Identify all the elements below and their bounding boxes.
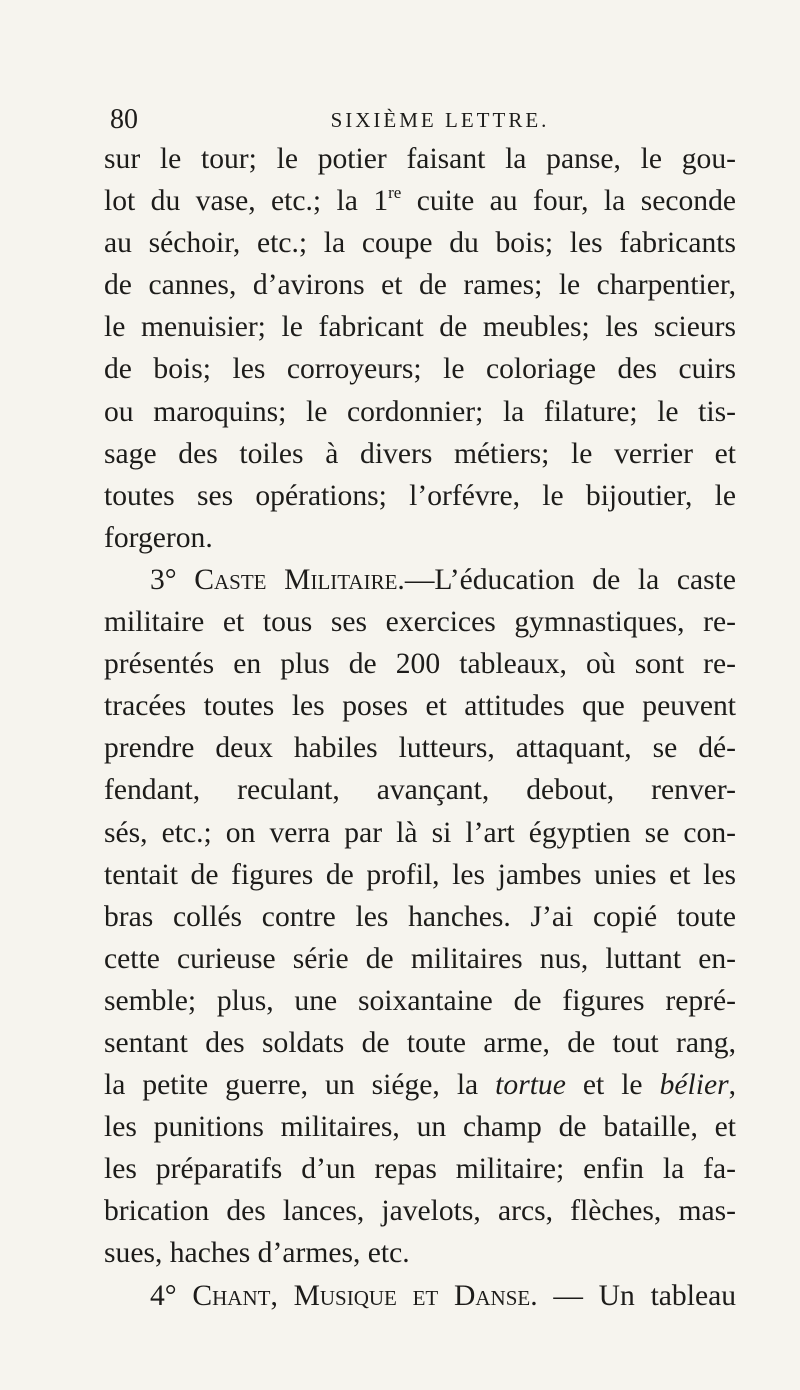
text-line bbox=[104, 1190, 736, 1232]
text-segment: de cannes, d’avirons et de rames; le charpentier, bbox=[104, 269, 736, 302]
text-segment: le menuisier; le fabricant de meubles; les scieurs bbox=[104, 311, 736, 344]
text-segment: fendant, reculant, avançant, debout, renver- bbox=[104, 774, 736, 807]
text-line bbox=[104, 1275, 736, 1317]
text-segment: 4° bbox=[150, 1279, 193, 1312]
text-line bbox=[104, 1148, 736, 1190]
text-line bbox=[104, 306, 736, 348]
text-line bbox=[104, 812, 736, 854]
text-segment: tentait de figures de profil, les jambes unies et les bbox=[104, 858, 736, 891]
text-line bbox=[104, 264, 736, 306]
text-line bbox=[104, 222, 736, 264]
text-segment: bras collés contre les hanches. J’ai copié toute bbox=[104, 900, 736, 933]
text-segment: tracées toutes les poses et attitudes que peuvent bbox=[104, 690, 736, 723]
text-line bbox=[104, 854, 736, 896]
text-line bbox=[104, 1022, 736, 1064]
body-text bbox=[104, 138, 736, 1317]
text-segment: — Un tableau bbox=[537, 1279, 737, 1312]
text-line bbox=[104, 1232, 736, 1274]
section-heading: Chant, Musique et Danse. bbox=[192, 1279, 538, 1312]
text-segment: de bois; les corroyeurs; le coloriage des cuirs bbox=[104, 353, 736, 386]
text-line bbox=[104, 559, 736, 601]
text-line bbox=[104, 517, 736, 559]
text-segment: au séchoir, etc.; la coupe du bois; les fabricants bbox=[104, 227, 736, 260]
text-line bbox=[104, 938, 736, 980]
text-segment: cuite au four, la seconde bbox=[401, 185, 737, 218]
section-heading: Caste Militaire. bbox=[194, 563, 405, 596]
text-line bbox=[104, 601, 736, 643]
text-segment: forgeron. bbox=[104, 521, 213, 554]
running-title: SIXIÈME LETTRE. bbox=[330, 108, 550, 132]
text-segment: —L’éducation de la caste bbox=[404, 563, 736, 596]
superscript: re bbox=[388, 183, 402, 203]
text-segment: lot du vase, etc.; la 1 bbox=[104, 185, 389, 218]
text-line bbox=[104, 475, 736, 517]
text-line bbox=[104, 348, 736, 390]
text-segment: militaire et tous ses exercices gymnastiques, re- bbox=[104, 606, 736, 639]
text-segment: les préparatifs d’un repas militaire; enfin la fa- bbox=[104, 1153, 736, 1186]
text-line bbox=[104, 727, 736, 769]
text-segment: sues, haches d’armes, etc. bbox=[104, 1237, 410, 1270]
text-segment: les punitions militaires, un champ de bataille, et bbox=[104, 1111, 736, 1144]
italic-term: bélier bbox=[659, 1069, 729, 1102]
text-line bbox=[104, 643, 736, 685]
text-segment: présentés en plus de 200 tableaux, où sont re- bbox=[104, 648, 736, 681]
text-line bbox=[104, 433, 736, 475]
text-segment: brication des lances, javelots, arcs, flèches, mas- bbox=[104, 1195, 736, 1228]
text-line bbox=[104, 180, 736, 222]
text-line bbox=[104, 685, 736, 727]
text-line bbox=[104, 1064, 736, 1106]
text-segment: sés, etc.; on verra par là si l’art égyptien se con- bbox=[104, 816, 736, 849]
text-segment: toutes ses opérations; l’orfévre, le bijoutier, le bbox=[104, 479, 736, 512]
text-segment: et le bbox=[565, 1069, 660, 1102]
italic-term: tortue bbox=[495, 1069, 566, 1102]
text-line bbox=[104, 138, 736, 180]
text-line bbox=[104, 896, 736, 938]
text-segment: semble; plus, une soixantaine de figures repré- bbox=[104, 984, 736, 1017]
text-line bbox=[104, 1106, 736, 1148]
text-segment: cette curieuse série de militaires nus, luttant en- bbox=[104, 942, 736, 975]
text-segment: ou maroquins; le cordonnier; la filature; le tis- bbox=[104, 395, 736, 428]
page-number: 80 bbox=[110, 104, 138, 135]
text-segment: sage des toiles à divers métiers; le verrier et bbox=[104, 437, 736, 470]
text-segment: 3° bbox=[150, 563, 195, 596]
text-segment: , bbox=[728, 1069, 736, 1102]
text-segment: la petite guerre, un siége, la bbox=[104, 1069, 496, 1102]
text-line bbox=[104, 980, 736, 1022]
text-segment: sur le tour; le potier faisant la panse, le gou- bbox=[104, 143, 736, 175]
text-segment: sentant des soldats de toute arme, de tout rang, bbox=[104, 1026, 736, 1059]
text-line bbox=[104, 391, 736, 433]
text-segment: prendre deux habiles lutteurs, attaquant, se dé- bbox=[104, 732, 736, 765]
text-line bbox=[104, 769, 736, 811]
